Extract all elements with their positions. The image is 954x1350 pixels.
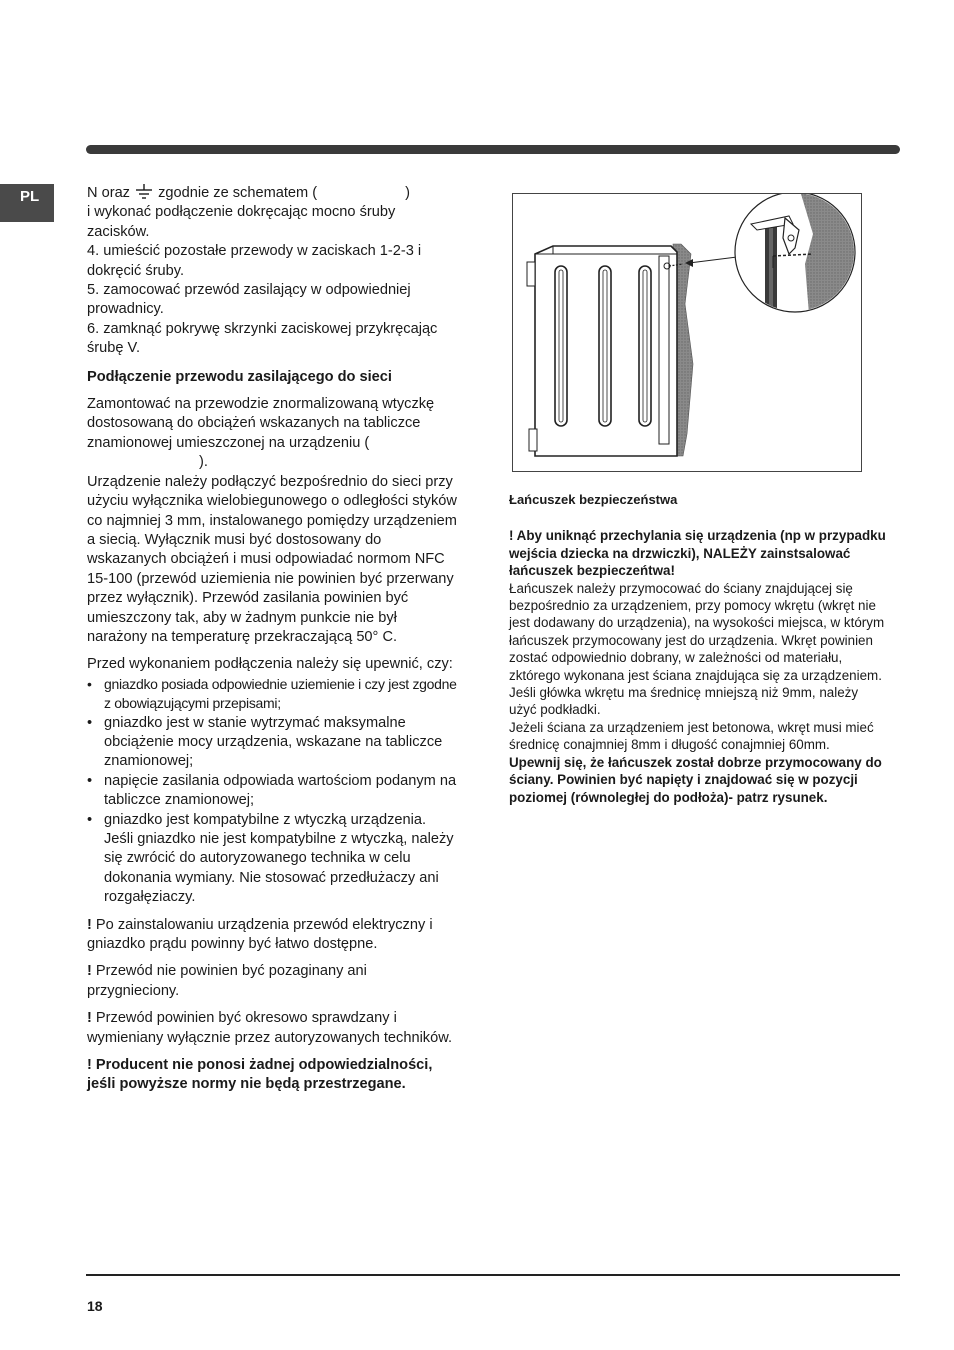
paragraph-terminals bbox=[87, 184, 459, 242]
safety-chain-illustration bbox=[512, 193, 862, 472]
paragraph-check: Przed wykonaniem podłączenia należy się upewnić, czy: bbox=[87, 656, 453, 673]
safety-chain-warning: ! Aby uniknąć przechylania się urządzenia (np w przypadku wejścia dziecka na drzwiczki), NALEŻY zainstsalować łańcuszek bezpieczeńtwa! bbox=[509, 528, 886, 579]
safety-chain-instructions: Łańcuszek należy przymocować do ściany znajdującej się bezpośrednio za urządzeniem, przy pomocy wkrętu (wkręt nie jest dodawany do urządzenia), na wysokości miejsca, w którym łańcuszek przymocowany jest do urządzenia. Wkręt powinien zostać odpowiednio dobrany, w zależności od materiału, zktórego wykonana jest ściana znajdująca się za urządzeniem. Jeśli główka wkrętu ma średnicę mniejszą niż 9mm, należy użyć podkładki. bbox=[509, 580, 885, 718]
section-heading: Podłączenie przewodu zasilającego do sieci bbox=[87, 368, 392, 385]
step-6: 6. zamknąć pokrywę skrzynki zaciskowej przykręcając śrubę V. bbox=[87, 320, 438, 357]
top-rule bbox=[86, 145, 900, 154]
text-n-oraz: N oraz bbox=[87, 185, 130, 201]
text-paren: ) bbox=[405, 185, 410, 201]
exclamation-mark: ! bbox=[87, 963, 92, 980]
step-5: 5. zamocować przewód zasilający w odpowiedniej prowadnicy. bbox=[87, 282, 411, 318]
bottom-rule bbox=[86, 1274, 900, 1276]
ground-icon bbox=[134, 184, 154, 200]
paragraph-plug bbox=[87, 395, 459, 473]
language-tab bbox=[0, 184, 54, 222]
text-screw: i wykonać podłączenie dokręcając mocno śruby zacisków. bbox=[87, 204, 396, 240]
step-4: 4. umieścić pozostałe przewody w zaciskach 1-2-3 i dokręcić śruby. bbox=[87, 243, 422, 279]
warning-2-text: Przewód nie powinien być pozaginany ani przygnieciony. bbox=[87, 963, 367, 999]
warning-4: ! Producent nie ponosi żadnej odpowiedzialności, jeśli powyższe normy nie będą przestrzegane. bbox=[87, 1057, 433, 1093]
list-item: • gniazdko jest kompatybilne z wtyczką urządzenia. Jeśli gniazdko nie jest kompatybilne z wtyczką, należy się zwrócić do autoryzowanego technika w celu dokonania wymiany. Nie stosować przedłużaczy ani rozgałęziaczy. bbox=[87, 811, 459, 908]
exclamation-mark: ! bbox=[87, 916, 92, 933]
safety-chain-title: Łańcuszek bezpieczeństwa bbox=[509, 492, 678, 507]
plug-text: Zamontować na przewodzie znormalizowaną wtyczkę dostosowaną do obciążeń wskazanych na tabliczce znamionowej umieszczonej na urządzeniu ( bbox=[87, 396, 435, 451]
appliance-diagram bbox=[513, 194, 861, 471]
page-number: 18 bbox=[87, 1298, 103, 1314]
safety-chain-concrete: Jeżeli ściana za urządzeniem jest betonowa, wkręt musi mieć średnicę conajmniej 8mm i długość conajmniej 60mm. bbox=[509, 719, 874, 753]
list-item: • napięcie zasilania odpowiada wartościom podanym na tabliczce znamionowej; bbox=[87, 772, 459, 811]
warning-1 bbox=[87, 916, 459, 955]
language-label: PL bbox=[20, 188, 40, 205]
warning-1-text: Po zainstalowaniu urządzenia przewód elektryczny i gniazdko prądu powinny być łatwo dostępne. bbox=[87, 916, 433, 953]
checklist bbox=[87, 675, 459, 908]
plug-close: ). bbox=[199, 454, 208, 471]
text-schemat: zgodnie ze schematem ( bbox=[158, 185, 318, 201]
warning-2 bbox=[87, 962, 459, 1001]
safety-chain-check: Upewnij się, że łańcuszek został dobrze przymocowany do ściany. Powinien być napięty i znajdować się w pozycji poziomej (równoległej do podłoża)- patrz rysunek. bbox=[509, 754, 882, 805]
exclamation-mark: ! bbox=[87, 1010, 92, 1027]
warning-3-text: Przewód powinien być okresowo sprawdzany i wymieniany wyłącznie przez autoryzowanych techników. bbox=[87, 1010, 453, 1046]
right-column bbox=[509, 491, 889, 806]
list-item: • gniazdko posiada odpowiednie uziemienie i czy jest zgodne z obowiązującymi przepisami; bbox=[87, 675, 459, 714]
paragraph-switch: Urządzenie należy podłączyć bezpośrednio do sieci przy użyciu wyłącznika wielobiegunowego o odległości styków co najmniej 3 mm, instalowanego pomiędzy urządzeniem a siecią. Wyłącznik musi być dostosowany do wskazanych obciążeń i musi odpowiadać normom NFC 15-100 (przewód uziemienia nie powinien być przerwany przez wyłącznik). Przewód zasilania powinien być umieszczony tak, aby w żadnym punkcie nie był narażony na temperaturę przekraczającą 50° C. bbox=[87, 473, 457, 645]
warning-3 bbox=[87, 1009, 459, 1048]
left-column bbox=[87, 184, 459, 1095]
list-item: • gniazdko jest w stanie wytrzymać maksymalne obciążenie mocy urządzenia, wskazane na tabliczce znamionowej; bbox=[87, 714, 459, 772]
